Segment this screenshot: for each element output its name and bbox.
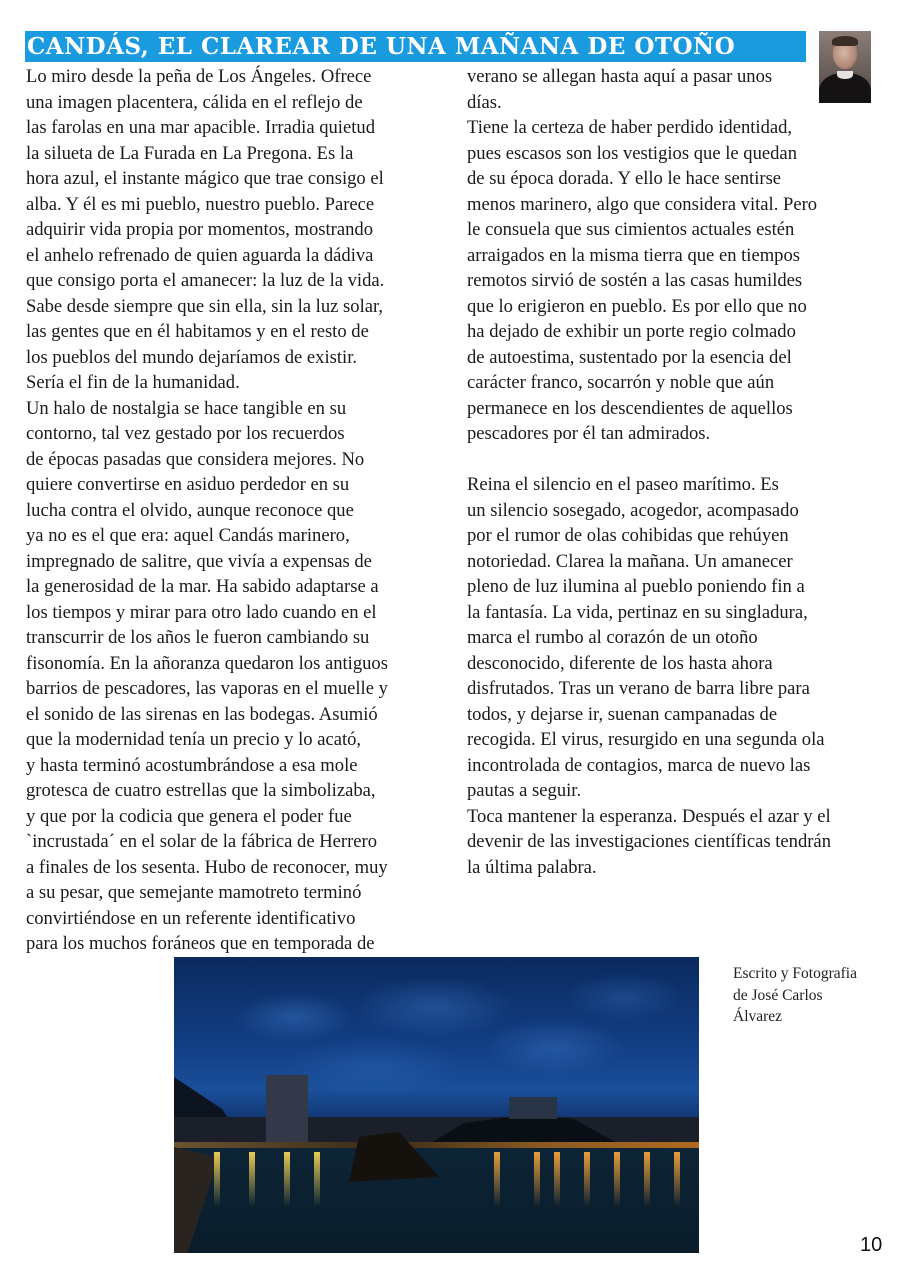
text-line: Un halo de nostalgia se hace tangible en su	[26, 397, 347, 419]
text-line: lucha contra el olvido, aunque reconoce que	[26, 499, 354, 521]
article-title-bar	[25, 31, 806, 62]
text-line: hora azul, el instante mágico que trae consigo el	[26, 168, 384, 189]
portrait-hair	[832, 36, 858, 46]
page-number: 10	[860, 1234, 883, 1256]
photo-light-reflection	[614, 1152, 620, 1207]
photo-light-reflection	[644, 1152, 650, 1207]
text-line: que consigo porta el amanecer: la luz de la vida.	[26, 270, 385, 291]
text-line: Reina el silencio en el paseo marítimo. Es	[467, 474, 779, 495]
caption-line: Álvarez	[733, 1008, 783, 1025]
text-line: desconocido, diferente de los hasta ahora	[467, 652, 773, 674]
text-line: ha dejado de exhibir un porte regio colmado	[467, 321, 796, 342]
text-line: devenir de las investigaciones científicas tendrán	[467, 831, 831, 852]
right-text-column	[467, 64, 831, 880]
text-line: todos, y dejarse ir, suenan campanadas de	[467, 703, 778, 725]
text-line: días.	[467, 91, 502, 113]
text-line: impregnado de salitre, que vivía a expensas de	[26, 550, 372, 572]
caption-line: Escrito y Fotografia	[733, 965, 857, 982]
text-line: carácter franco, socarrón y noble que aún	[467, 372, 775, 393]
text-line: marca el rumbo al corazón de un otoño	[467, 627, 758, 648]
text-line: disfrutados. Tras un verano de barra libre para	[467, 678, 810, 699]
text-line: de su época dorada. Y ello le hace sentirse	[467, 168, 782, 189]
photo-light-reflection	[214, 1152, 220, 1207]
text-line: alba. Y él es mi pueblo, nuestro pueblo. Parece	[26, 193, 375, 215]
text-line: por el rumor de olas cohibidas que rehúyen	[467, 525, 789, 546]
text-line: arraigados en la misma tierra que en tiempos	[467, 244, 801, 266]
text-line: pautas a seguir.	[467, 780, 582, 801]
text-line: que lo erigieron en pueblo. Es por ello que no	[467, 295, 807, 317]
text-line	[467, 447, 831, 473]
text-line: un silencio sosegado, acogedor, acompasado	[467, 499, 799, 521]
text-line: verano se allegan hasta aquí a pasar unos	[467, 66, 773, 87]
text-line: Sabe desde siempre que sin ella, sin la luz solar,	[26, 295, 384, 317]
text-line: las gentes que en él habitamos y en el resto de	[26, 321, 369, 342]
text-line: la última palabra.	[467, 856, 597, 878]
photo-light-reflection	[534, 1152, 540, 1207]
text-line: quiere convertirse en asiduo perdedor en su	[26, 474, 350, 495]
text-line: remotos sirvió de sostén a las casas humildes	[467, 270, 803, 291]
text-line: a su pesar, que semejante mamotreto terminó	[26, 882, 362, 903]
text-line: y que por la codicia que genera el poder fue	[26, 805, 352, 827]
text-line: a finales de los sesenta. Hubo de reconocer, muy	[26, 856, 388, 878]
text-line: menos marinero, algo que considera vital. Pero	[467, 193, 818, 215]
text-line: los tiempos y mirar para otro lado cuando en el	[26, 601, 377, 623]
text-line: ya no es el que era: aquel Candás marinero,	[26, 525, 350, 546]
text-line: le consuela que sus cimientos actuales estén	[467, 219, 795, 240]
text-line: adquirir vida propia por momentos, mostrando	[26, 219, 374, 240]
photo-light-reflection	[584, 1152, 590, 1207]
text-line: notoriedad. Clarea la mañana. Un amanecer	[467, 550, 793, 572]
photo-light-reflection	[249, 1152, 255, 1207]
text-line: la fantasía. La vida, pertinaz en su singladura,	[467, 601, 808, 623]
portrait-collar	[837, 71, 853, 79]
photo-caption	[733, 963, 857, 1028]
text-line: el sonido de las sirenas en las bodegas. Asumió	[26, 703, 378, 725]
text-line: pescadores por él tan admirados.	[467, 423, 711, 444]
text-line: Tiene la certeza de haber perdido identidad,	[467, 117, 793, 138]
photo-light-reflection	[284, 1152, 290, 1207]
text-line: convirtiéndose en un referente identificativo	[26, 907, 356, 929]
text-line: de épocas pasadas que considera mejores. No	[26, 448, 365, 470]
caption-line: de José Carlos	[733, 986, 823, 1004]
text-line: permanece en los descendientes de aquellos	[467, 397, 793, 419]
text-line: las farolas en una mar apacible. Irradia quietud	[26, 117, 375, 138]
photo-light-reflection	[314, 1152, 320, 1207]
text-line: recogida. El virus, resurgido en una segunda ola	[467, 729, 825, 750]
photo-light-reflection	[494, 1152, 500, 1207]
text-line: transcurrir de los años le fueron cambiando su	[26, 627, 370, 648]
text-line: la silueta de La Furada en La Pregona. Es la	[26, 142, 354, 164]
text-line: de autoestima, sustentado por la esencia del	[467, 346, 792, 368]
text-line: pues escasos son los vestigios que le quedan	[467, 142, 797, 164]
text-line: para los muchos foráneos que en temporada de	[26, 933, 375, 954]
text-line: `incrustada´ en el solar de la fábrica de Herrero	[26, 831, 378, 852]
text-line: Toca mantener la esperanza. Después el azar y el	[467, 805, 831, 827]
text-line: que la modernidad tenía un precio y lo acató,	[26, 729, 362, 750]
text-line: barrios de pescadores, las vaporas en el muelle y	[26, 678, 388, 699]
text-line: el anhelo refrenado de quien aguarda la dádiva	[26, 244, 374, 266]
text-line: contorno, tal vez gestado por los recuerdos	[26, 423, 345, 444]
text-line: y hasta terminó acostumbrándose a esa mole	[26, 754, 358, 776]
text-line: grotesca de cuatro estrellas que la simbolizaba,	[26, 780, 376, 801]
text-line: fisonomía. En la añoranza quedaron los antiguos	[26, 652, 388, 674]
text-line: los pueblos del mundo dejaríamos de existir.	[26, 346, 358, 368]
photo-ruin	[509, 1097, 557, 1119]
text-line: la generosidad de la mar. Ha sabido adaptarse a	[26, 576, 379, 597]
text-line: una imagen placentera, cálida en el reflejo de	[26, 91, 363, 113]
text-line: incontrolada de contagios, marca de nuevo las	[467, 754, 811, 776]
photo-light-reflection	[554, 1152, 560, 1207]
left-text-column	[26, 64, 388, 957]
photo-tower-building	[266, 1075, 308, 1147]
article-title: CANDÁS, EL CLAREAR DE UNA MAÑANA DE OTOÑO	[27, 33, 736, 60]
text-line: Lo miro desde la peña de Los Ángeles. Ofrece	[26, 66, 372, 87]
photo-light-reflection	[674, 1152, 680, 1207]
text-line: pleno de luz ilumina al pueblo poniendo fin a	[467, 576, 805, 597]
text-line: Sería el fin de la humanidad.	[26, 372, 240, 393]
harbour-night-photo	[174, 957, 699, 1253]
